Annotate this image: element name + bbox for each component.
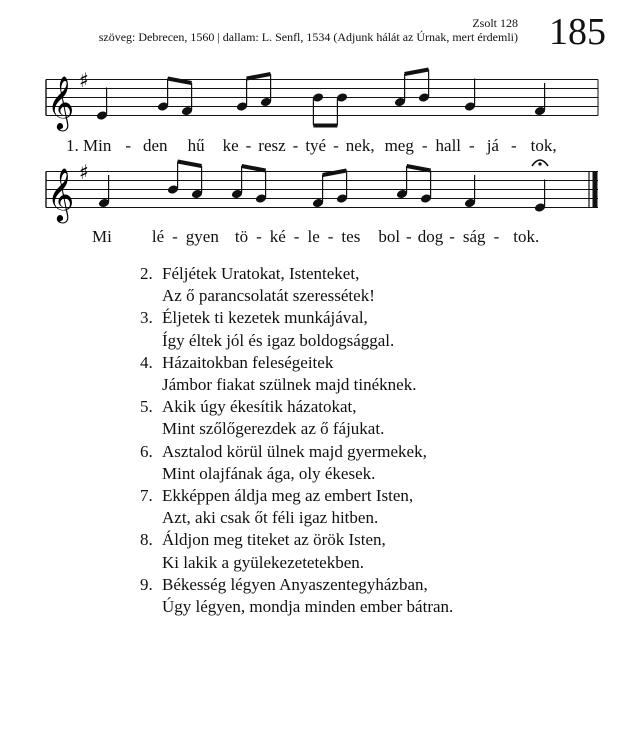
hymn-number: 185	[549, 11, 606, 53]
lyric-syllable: dog	[417, 227, 444, 246]
stanza-text: Azt, aki csak őt féli igaz hitben.	[162, 508, 379, 528]
lyric-syllable: tyé	[305, 136, 327, 155]
stanza-line	[140, 529, 453, 551]
stanza-text: Asztalod körül ülnek majd gyermekek,	[162, 441, 427, 461]
lyric-syllable: -	[469, 136, 475, 155]
credits-line: szöveg: Debrecen, 1560 | dallam: L. Senfl, 1534 (Adjunk hálát az Úrnak, mert érdemli)	[98, 30, 518, 44]
stanza-number: 8.	[140, 530, 153, 550]
treble-clef-icon: 𝄞	[47, 75, 75, 129]
stanza-line	[140, 307, 453, 329]
stanza-number: 3.	[140, 308, 153, 328]
stanza-text: Így éltek jól és igaz boldogsággal.	[162, 330, 395, 350]
sharp-icon: ♯	[79, 68, 89, 92]
stanza-text: Akik úgy ékesítik házatokat,	[162, 397, 357, 417]
stanza-text: Az ő parancsolatát szeressétek!	[162, 286, 375, 306]
lyric-syllable: ké	[269, 227, 286, 246]
stanza-line	[140, 352, 453, 374]
stanza-line	[140, 485, 453, 507]
lyric-syllable: -	[327, 227, 334, 246]
music-staff-1	[0, 60, 636, 140]
treble-clef-icon: 𝄞	[47, 167, 75, 221]
lyric-syllable: resz	[258, 136, 286, 155]
lyric-syllable: tö	[234, 227, 249, 246]
stanza-line	[140, 574, 453, 596]
lyric-syllable: -	[333, 136, 339, 155]
note-beam	[242, 166, 266, 171]
lyric-syllable: lé	[151, 227, 165, 246]
stanza-line	[140, 263, 453, 285]
stanza-number: 2.	[140, 264, 153, 283]
lyric-syllable: hall	[435, 136, 462, 155]
note-beam	[407, 166, 431, 171]
stanza-text: Békesség légyen Anyaszentegyházban,	[162, 574, 428, 594]
lyrics-line-2	[92, 227, 539, 247]
lyric-syllable: tok,	[530, 136, 557, 155]
stanza-number: 9.	[140, 574, 153, 594]
lyric-syllable: Mi	[92, 227, 112, 246]
note-beam	[247, 74, 271, 79]
lyric-syllable: -	[421, 136, 428, 155]
stanza-line	[140, 396, 453, 418]
lyric-syllable: ke	[222, 136, 239, 155]
lyric-syllable: -	[493, 227, 500, 246]
lyric-syllable: tes	[341, 227, 361, 246]
lyric-syllable: ság	[462, 227, 486, 246]
stanza-text: Áldjon meg titeket az örök Isten,	[162, 530, 386, 550]
stanza-number: 7.	[140, 486, 153, 506]
lyric-syllable: bol	[378, 227, 401, 246]
stanza-number: 6.	[140, 441, 153, 461]
lyric-syllable: tok.	[513, 227, 540, 246]
stanzas	[140, 263, 453, 618]
lyric-syllable: den	[143, 136, 168, 155]
stanza-text: Féljétek Uratokat, Istenteket,	[162, 264, 360, 283]
lyric-syllable: nek,	[345, 136, 375, 155]
note-beam	[178, 162, 202, 167]
stanza-text: Mint szőlőgerezdek az ő fájukat.	[162, 419, 385, 439]
stanza-text: Úgy légyen, mondja minden ember bátran.	[162, 597, 454, 617]
lyric-syllable: hű	[187, 136, 205, 155]
stanza-text: Jámbor fiakat szülnek majd tinéknek.	[162, 375, 417, 395]
stanza-number: 5.	[140, 397, 153, 417]
lyric-syllable: gyen	[185, 227, 219, 246]
lyric-syllable: -	[125, 136, 132, 155]
lyric-syllable: -	[406, 227, 412, 246]
notes-line-2	[98, 162, 546, 213]
music-staff-2	[0, 152, 636, 232]
stanza-text: Ekképpen áldja meg az embert Isten,	[162, 486, 414, 506]
lyric-syllable: 1. Min	[66, 136, 112, 155]
psalm-reference: Zsolt 128	[472, 16, 518, 30]
sharp-icon: ♯	[79, 160, 89, 184]
lyric-syllable: já	[486, 136, 499, 155]
lyric-syllable: -	[293, 227, 300, 246]
lyric-syllable: -	[510, 136, 517, 155]
lyric-syllable: -	[245, 136, 252, 155]
stanza-number: 4.	[140, 352, 153, 372]
note-beam	[405, 70, 429, 75]
stanza-text: Házaitokban feleségeitek	[162, 352, 334, 372]
lyric-syllable: -	[449, 227, 455, 246]
lyric-syllable: meg	[384, 136, 414, 155]
hymn-header	[99, 16, 518, 44]
stanza-text: Mint olajfának ága, oly ékesek.	[162, 463, 376, 483]
lyric-syllable: -	[172, 227, 178, 246]
stanza-text: Ki lakik a gyülekezetetekben.	[162, 552, 365, 572]
lyric-syllable: -	[256, 227, 262, 246]
stanza-line	[140, 441, 453, 463]
lyric-syllable: le	[307, 227, 320, 246]
stanza-text: Éljetek ti kezetek munkájával,	[162, 308, 368, 328]
lyric-syllable: -	[292, 136, 299, 155]
